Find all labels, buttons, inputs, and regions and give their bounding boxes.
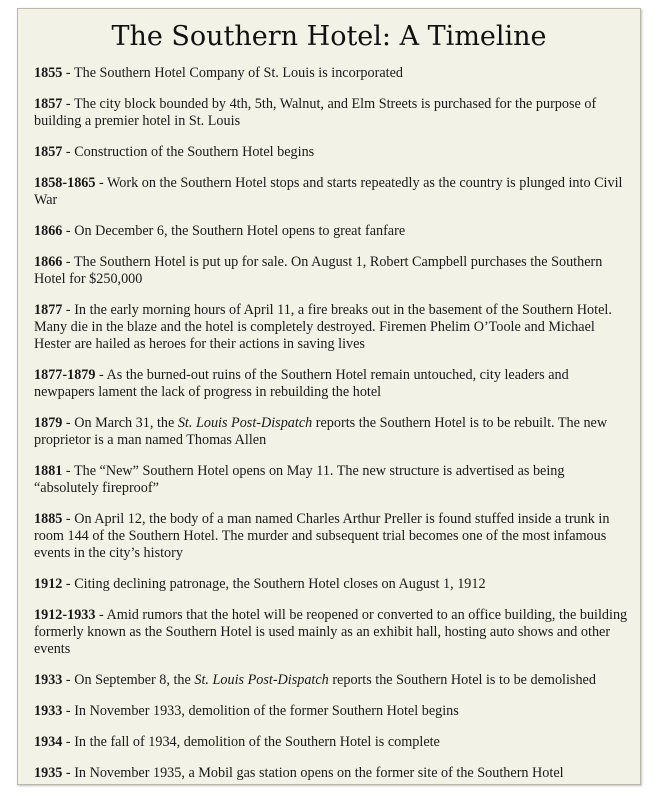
entry-text: As the burned-out ruins of the Southern Hotel remain untouched, city leaders and newpapers lament the lack of progress in rebuilding the hotel [34, 367, 569, 400]
entry-year: 1933 [34, 703, 63, 719]
entry-separator: - [62, 463, 74, 479]
entry-separator: - [62, 576, 75, 592]
entry-year: 1935 [34, 765, 63, 781]
entry-year: 1855 [34, 65, 63, 81]
entry-year: 1912 [34, 576, 63, 592]
entry-text-lead: On September 8, the [74, 672, 195, 688]
entry-year: 1857 [34, 144, 63, 160]
entry-year: 1885 [34, 511, 63, 527]
entry-text: Work on the Southern Hotel stops and starts repeatedly as the country is plunged into Civil War [34, 175, 623, 208]
entry-year: 1877 [34, 302, 63, 318]
timeline-entry [34, 607, 628, 658]
entry-year: 1881 [34, 463, 63, 479]
entry-year: 1877-1879 [34, 367, 96, 383]
entry-text: In November 1933, demolition of the former Southern Hotel begins [74, 703, 459, 719]
timeline-list [34, 65, 628, 796]
entry-separator: - [95, 175, 108, 191]
entry-text: reports the Southern Hotel is to be demolished [328, 672, 596, 688]
page-title: The Southern Hotel: A Timeline [111, 21, 547, 52]
entry-text: Construction of the Southern Hotel begins [74, 144, 315, 160]
entry-text: reports the Southern Hotel is to be rebuilt. The new proprietor is a man named Thomas Allen [34, 415, 608, 448]
timeline-entry [34, 144, 628, 161]
timeline-entry [34, 367, 628, 401]
entry-separator: - [62, 144, 75, 160]
entry-separator: - [62, 96, 74, 112]
timeline-entry [34, 96, 628, 130]
timeline-entry [34, 765, 628, 782]
publication-name: St. Louis Post-Dispatch [194, 672, 329, 688]
timeline-panel [17, 8, 641, 785]
entry-separator: - [62, 672, 75, 688]
entry-year: 1912-1933 [34, 607, 96, 623]
entry-text: In the fall of 1934, demolition of the Southern Hotel is complete [74, 734, 440, 750]
timeline-entry [34, 734, 628, 751]
timeline-entry [34, 223, 628, 240]
entry-separator: - [62, 65, 74, 81]
entry-year: 1879 [34, 415, 63, 431]
publication-name: St. Louis Post-Dispatch [177, 415, 313, 431]
entry-text: In November 1935, a Mobil gas station opens on the former site of the Southern Hotel [74, 765, 564, 781]
entry-separator: - [95, 607, 107, 623]
timeline-entry [34, 672, 628, 689]
entry-text: On April 12, the body of a man named Charles Arthur Preller is found stuffed inside a trunk in room 144 of the Southern Hotel. The murder and subsequent trial becomes one of the most infamous events in the city’s history [34, 511, 610, 561]
entry-year: 1857 [34, 96, 63, 112]
timeline-entry [34, 463, 628, 497]
entry-text: The Southern Hotel Company of St. Louis is incorporated [73, 65, 403, 81]
timeline-entry [34, 302, 628, 353]
entry-separator: - [62, 415, 75, 431]
entry-separator: - [62, 734, 75, 750]
entry-separator: - [62, 254, 74, 270]
timeline-entry [34, 65, 628, 82]
timeline-entry [34, 175, 628, 209]
entry-year: 1934 [34, 734, 63, 750]
entry-text: On December 6, the Southern Hotel opens to great fanfare [74, 223, 406, 239]
entry-year: 1858-1865 [34, 175, 96, 191]
entry-text: Citing declining patronage, the Southern Hotel closes on August 1, 1912 [74, 576, 486, 592]
entry-separator: - [95, 367, 107, 383]
entry-separator: - [62, 302, 75, 318]
timeline-entry [34, 576, 628, 593]
entry-separator: - [62, 765, 75, 781]
entry-separator: - [62, 511, 75, 527]
timeline-entry [34, 511, 628, 562]
timeline-entry [34, 415, 628, 449]
timeline-entry [34, 254, 628, 288]
entry-text: The “New” Southern Hotel opens on May 11. The new structure is advertised as being “absolutely fireproof” [34, 463, 565, 496]
entry-text-lead: On March 31, the [74, 415, 178, 431]
entry-year: 1866 [34, 223, 63, 239]
timeline-entry [34, 703, 628, 720]
entry-text: In the early morning hours of April 11, a fire breaks out in the basement of the Southern Hotel. Many die in the blaze and the hotel is completely destroyed. Firemen Phelim O’Toole and Michael Hester are hailed as heroes for their actions in saving lives [34, 302, 612, 352]
entry-text: Amid rumors that the hotel will be reopened or converted to an office building, the building formerly known as the Southern Hotel is used mainly as an exhibit hall, hosting auto shows and other events [34, 607, 628, 657]
entry-year: 1933 [34, 672, 63, 688]
entry-text: The Southern Hotel is put up for sale. On August 1, Robert Campbell purchases the Southern Hotel for $250,000 [34, 254, 603, 287]
entry-year: 1866 [34, 254, 63, 270]
entry-separator: - [62, 703, 75, 719]
entry-separator: - [62, 223, 75, 239]
entry-text: The city block bounded by 4th, 5th, Walnut, and Elm Streets is purchased for the purpose of building a premier hotel in St. Louis [34, 96, 597, 129]
